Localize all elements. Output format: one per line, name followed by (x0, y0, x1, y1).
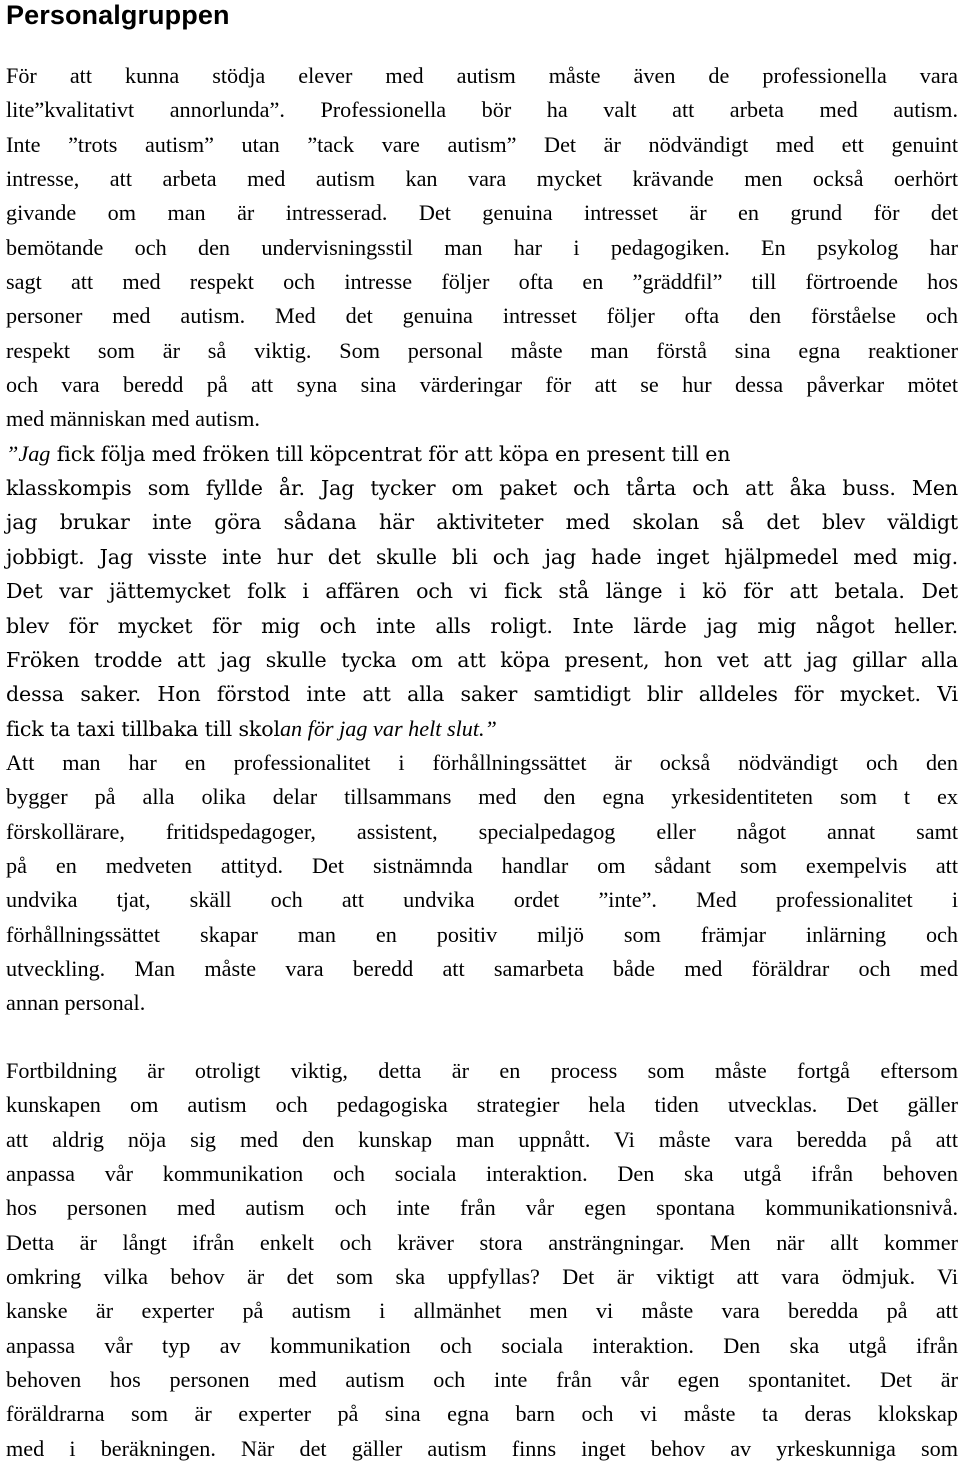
quote-line (6, 437, 958, 471)
text-line: hos personen med autism och inte från vår egen spontana kommunikationsnivå. (6, 1195, 958, 1221)
text-line: behoven hos personen med autism och inte från vår egen spontanitet. Det är (6, 1367, 958, 1393)
text-line: givande om man är intresserad. Det genuina intresset är en grund för det (6, 200, 958, 226)
text-line: att aldrig nöja sig med den kunskap man uppnått. Vi måste vara beredda på att (6, 1126, 958, 1152)
quote-line: blev för mycket för mig och inte alls roligt. Inte lärde jag mig något heller. (6, 613, 958, 638)
text-line: För att kunna stödja elever med autism måste även de professionella vara (6, 63, 958, 88)
quote-line (6, 712, 958, 746)
text-line: personer med autism. Med det genuina intresset följer ofta den förståelse och (6, 303, 958, 329)
text-line: utveckling. Man måste vara beredd att samarbeta både med föräldrar och med (6, 955, 958, 981)
text-line: annan personal. (6, 990, 146, 1016)
quote-line: Fröken trodde att jag skulle tycka om att köpa present, hon vet att jag gillar alla (6, 647, 958, 672)
text-line: Inte ”trots autism” utan ”tack vare autism” Det är nödvändigt med ett genuint (6, 131, 958, 157)
quote-line: jobbigt. Jag visste inte hur det skulle bli och jag hade inget hjälpmedel med mig. (6, 544, 958, 569)
text-line: bemötande och den undervisningsstil man har i pedagogiken. En psykolog har (6, 234, 958, 260)
text-line: anpassa vår kommunikation och sociala interaktion. Den ska utgå ifrån behoven (6, 1161, 958, 1187)
text-line: och vara beredd på att syna sina värderingar för att se hur dessa påverkar mötet (6, 372, 958, 398)
quote-line-text: fick ta taxi tillbaka till skol (6, 716, 280, 741)
text-line: föräldrarna som är experter på sina egna barn och vi måste ta deras klokskap (6, 1401, 958, 1427)
text-line: Att man har en professionalitet i förhållningssättet är också nödvändigt och den (6, 749, 958, 775)
text-line: omkring vilka behov är det som ska uppfyllas? Det är viktigt att vara ödmjuk. Vi (6, 1264, 958, 1290)
text-line: respekt som är så viktig. Som personal måste man förstå sina egna reaktioner (6, 337, 958, 363)
quote-line: jag brukar inte göra sådana här aktiviteter med skolan så det blev väldigt (6, 510, 958, 535)
child-quote (6, 437, 958, 746)
text-line: med i beräkningen. När det gäller autism finns inget behov av yrkeskunniga som (6, 1435, 958, 1461)
text-line: undvika tjat, skäll och att undvika ordet ”inte”. Med professionalitet i (6, 887, 958, 913)
text-line: anpassa vår typ av kommunikation och sociala interaktion. Den ska utgå ifrån (6, 1332, 958, 1358)
text-line: Detta är långt ifrån enkelt och kräver stora ansträngningar. Men när allt kommer (6, 1229, 958, 1255)
text-line: på en medveten attityd. Det sistnämnda handlar om sådant som exempelvis att (6, 852, 958, 878)
quote-open-mark: ” (6, 440, 19, 466)
page-title: Personalgruppen (6, 0, 230, 30)
text-line: med människan med autism. (6, 406, 260, 432)
quote-line: dessa saker. Hon förstod inte att alla saker samtidigt blir alldeles för mycket. Vi (6, 682, 958, 707)
quote-line: Det var jättemycket folk i affären och vi fick stå länge i kö för att betala. Det (6, 579, 958, 604)
document-page (6, 0, 958, 1461)
quote-italic-end: an för jag var helt slut.” (279, 715, 497, 741)
quote-line-text: fick följa med fröken till köpcentrat för att köpa en present till en (50, 441, 731, 466)
quote-italic-word: Jag (18, 440, 51, 466)
text-line: kanske är experter på autism i allmänhet men vi måste vara beredda på att (6, 1298, 958, 1324)
text-line: förskollärare, fritidspedagoger, assistent, specialpedagog eller något annat samt (6, 818, 958, 844)
text-line: intresse, att arbeta med autism kan vara mycket krävande men också oerhört (6, 166, 958, 192)
text-line: förhållningssättet skapar man en positiv miljö som främjar inlärning och (6, 921, 958, 947)
text-line: Fortbildning är otroligt viktig, detta är en process som måste fortgå eftersom (6, 1058, 958, 1083)
text-line: lite”kvalitativt annorlunda”. Professionella bör ha valt att arbeta med autism. (6, 97, 958, 123)
quote-line: klasskompis som fyllde år. Jag tycker om paket och tårta och att åka buss. Men (6, 476, 958, 501)
paragraph-further-training (6, 1054, 958, 1466)
text-line: sagt att med respekt och intresse följer ofta en ”gräddfil” till förtroende hos (6, 269, 958, 295)
paragraph-personnel (6, 59, 958, 1021)
text-line: kunskapen om autism och pedagogiska strategier hela tiden utvecklas. Det gäller (6, 1092, 958, 1118)
text-line: bygger på alla olika delar tillsammans med den egna yrkesidentiteten som t ex (6, 784, 958, 810)
